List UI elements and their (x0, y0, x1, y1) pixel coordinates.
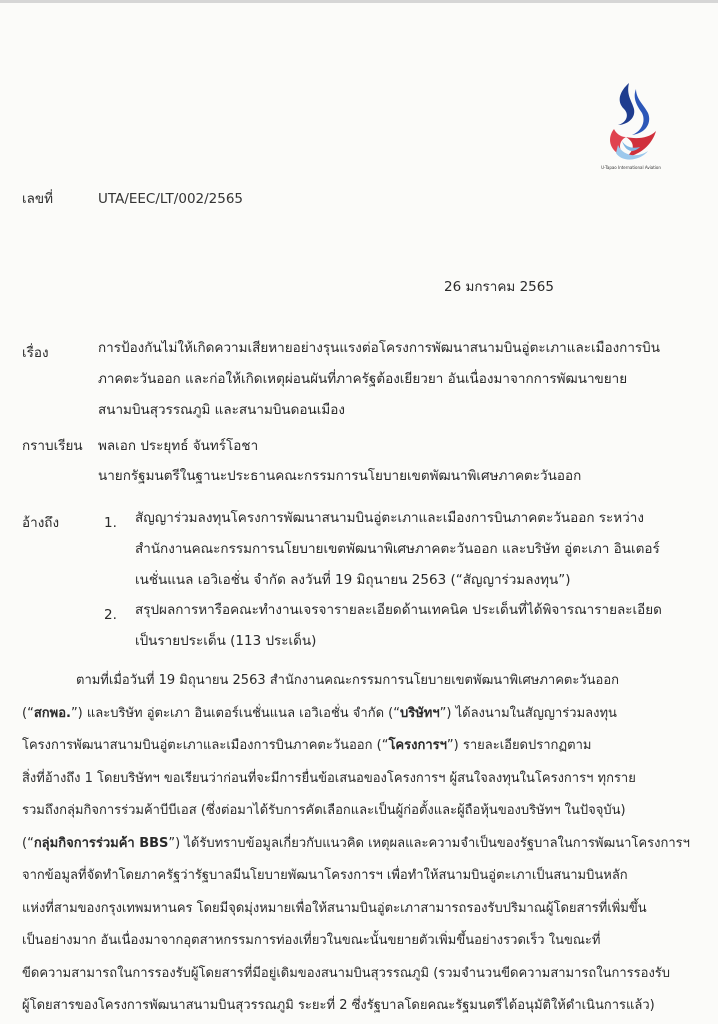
body-paragraph (22, 665, 690, 1023)
body-line: โครงการพัฒนาสนามบินอู่ตะเภาและเมืองการบินภาคตะวันออก (“โครงการฯ”) รายละเอียดปรากฏตาม (22, 738, 592, 753)
subject-line: สนามบินสุวรรณภูมิ และสนามบินดอนเมือง (98, 402, 345, 418)
reference-line: สัญญาร่วมลงทุนโครงการพัฒนาสนามบินอู่ตะเภาและเมืองการบินภาคตะวันออก ระหว่าง (135, 510, 644, 526)
reference-line: สำนักงานคณะกรรมการนโยบายเขตพัฒนาพิเศษภาคตะวันออก และบริษัท อู่ตะเภา อินเตอร์ (135, 541, 660, 557)
subject-text (98, 333, 660, 426)
recipient-name: พลเอก ประยุทธ์ จันทร์โอชา (98, 438, 259, 454)
recipient-title: นายกรัฐมนตรีในฐานะประธานคณะกรรมการนโยบายเขตพัฒนาพิเศษภาคตะวันออก (98, 468, 582, 484)
references-label: อ้างถึง (22, 515, 60, 531)
subject-label: เรื่อง (22, 345, 49, 361)
reference-item-2 (135, 595, 662, 657)
body-line: ตามที่เมื่อวันที่ 19 มิถุนายน 2563 สำนักงานคณะกรรมการนโยบายเขตพัฒนาพิเศษภาคตะวันออก (76, 673, 619, 688)
body-line: แห่งที่สามของกรุงเทพมหานคร โดยมีจุดมุ่งหมายเพื่อให้สนามบินอู่ตะเภาสามารถรองรับปริมาณผู้โดยสารที่เพิ่มขึ้น (22, 900, 647, 916)
bold-term: กลุ่มกิจการร่วมค้า BBS (33, 835, 169, 851)
body-line: จากข้อมูลที่จัดทำโดยภาครัฐว่ารัฐบาลมีนโยบายพัฒนาโครงการฯ เพื่อทำให้สนามบินอู่ตะเภาเป็นสนามบินหลัก (22, 868, 628, 883)
body-line: (“สกพอ.”) และบริษัท อู่ตะเภา อินเตอร์เนชั่นแนล เอวิเอชั่น จำกัด (“บริษัทฯ”) ได้ลงนามในสัญญาร่วมลงทุน (22, 705, 617, 721)
subject-line: ภาคตะวันออก และก่อให้เกิดเหตุผ่อนผันที่ภาครัฐต้องเยียวยา อันเนื่องมาจากการพัฒนาขยาย (98, 371, 628, 387)
flame-logo-icon (596, 79, 666, 165)
body-line: (“กลุ่มกิจการร่วมค้า BBS”) ได้รับทราบข้อมูลเกี่ยวกับแนวคิด เหตุผลและความจำเป็นของรัฐบาลในการพัฒนาโครงการฯ (22, 835, 690, 851)
doc-number-label: เลขที่ (22, 191, 54, 207)
doc-number-value: UTA/EEC/LT/002/2565 (98, 191, 244, 207)
body-line: สิ่งที่อ้างถึง 1 โดยบริษัทฯ ขอเรียนว่าก่อนที่จะมีการยื่นข้อเสนอของโครงการฯ ผู้สนใจลงทุนในโครงการฯ ทุกราย (22, 770, 636, 786)
reference-line: สรุปผลการหารือคณะทำงานเจรจารายละเอียดด้านเทคนิค ประเด็นที่ได้พิจารณารายละเอียด (135, 602, 662, 618)
company-logo (576, 73, 686, 183)
bold-term: บริษัทฯ (399, 705, 440, 721)
logo-caption: U-Tapao International Aviation (601, 165, 661, 170)
reference-number: 2. (104, 607, 117, 623)
subject-line: การป้องกันไม่ให้เกิดความเสียหายอย่างรุนแรงต่อโครงการพัฒนาสนามบินอู่ตะเภาและเมืองการบิน (98, 340, 660, 356)
bold-term: โครงการฯ (388, 738, 447, 753)
body-line: ผู้โดยสารของโครงการพัฒนาสนามบินสุวรรณภูมิ ระยะที่ 2 ซึ่งรัฐบาลโดยคณะรัฐมนตรีได้อนุมัติให้ดำเนินการแล้ว) (22, 998, 655, 1013)
reference-number: 1. (104, 515, 117, 531)
letter-date: 26 มกราคม 2565 (444, 279, 554, 295)
bold-term: สกพอ. (33, 705, 71, 721)
reference-line: เนชั่นแนล เอวิเอชั่น จำกัด ลงวันที่ 19 มิถุนายน 2563 (“สัญญาร่วมลงทุน”) (135, 572, 571, 588)
reference-line: เป็นรายประเด็น (113 ประเด็น) (135, 633, 317, 649)
recipient-label: กราบเรียน (22, 438, 83, 454)
reference-item-1 (135, 503, 660, 596)
body-line: เป็นอย่างมาก อันเนื่องมาจากอุตสาหกรรมการท่องเที่ยวในขณะนั้นขยายตัวเพิ่มขึ้นอย่างรวดเร็ว ในขณะที่ (22, 933, 601, 948)
body-line: ขีดความสามารถในการรองรับผู้โดยสารที่มีอยู่เดิมของสนามบินสุวรรณภูมิ (รวมจำนวนขีดความสามารถในการรองรับ (22, 965, 671, 981)
body-line: รวมถึงกลุ่มกิจการร่วมค้าบีบีเอส (ซึ่งต่อมาได้รับการคัดเลือกและเป็นผู้ก่อตั้งและผู้ถือหุ้นของบริษัทฯ ในปัจจุบัน) (22, 803, 626, 818)
